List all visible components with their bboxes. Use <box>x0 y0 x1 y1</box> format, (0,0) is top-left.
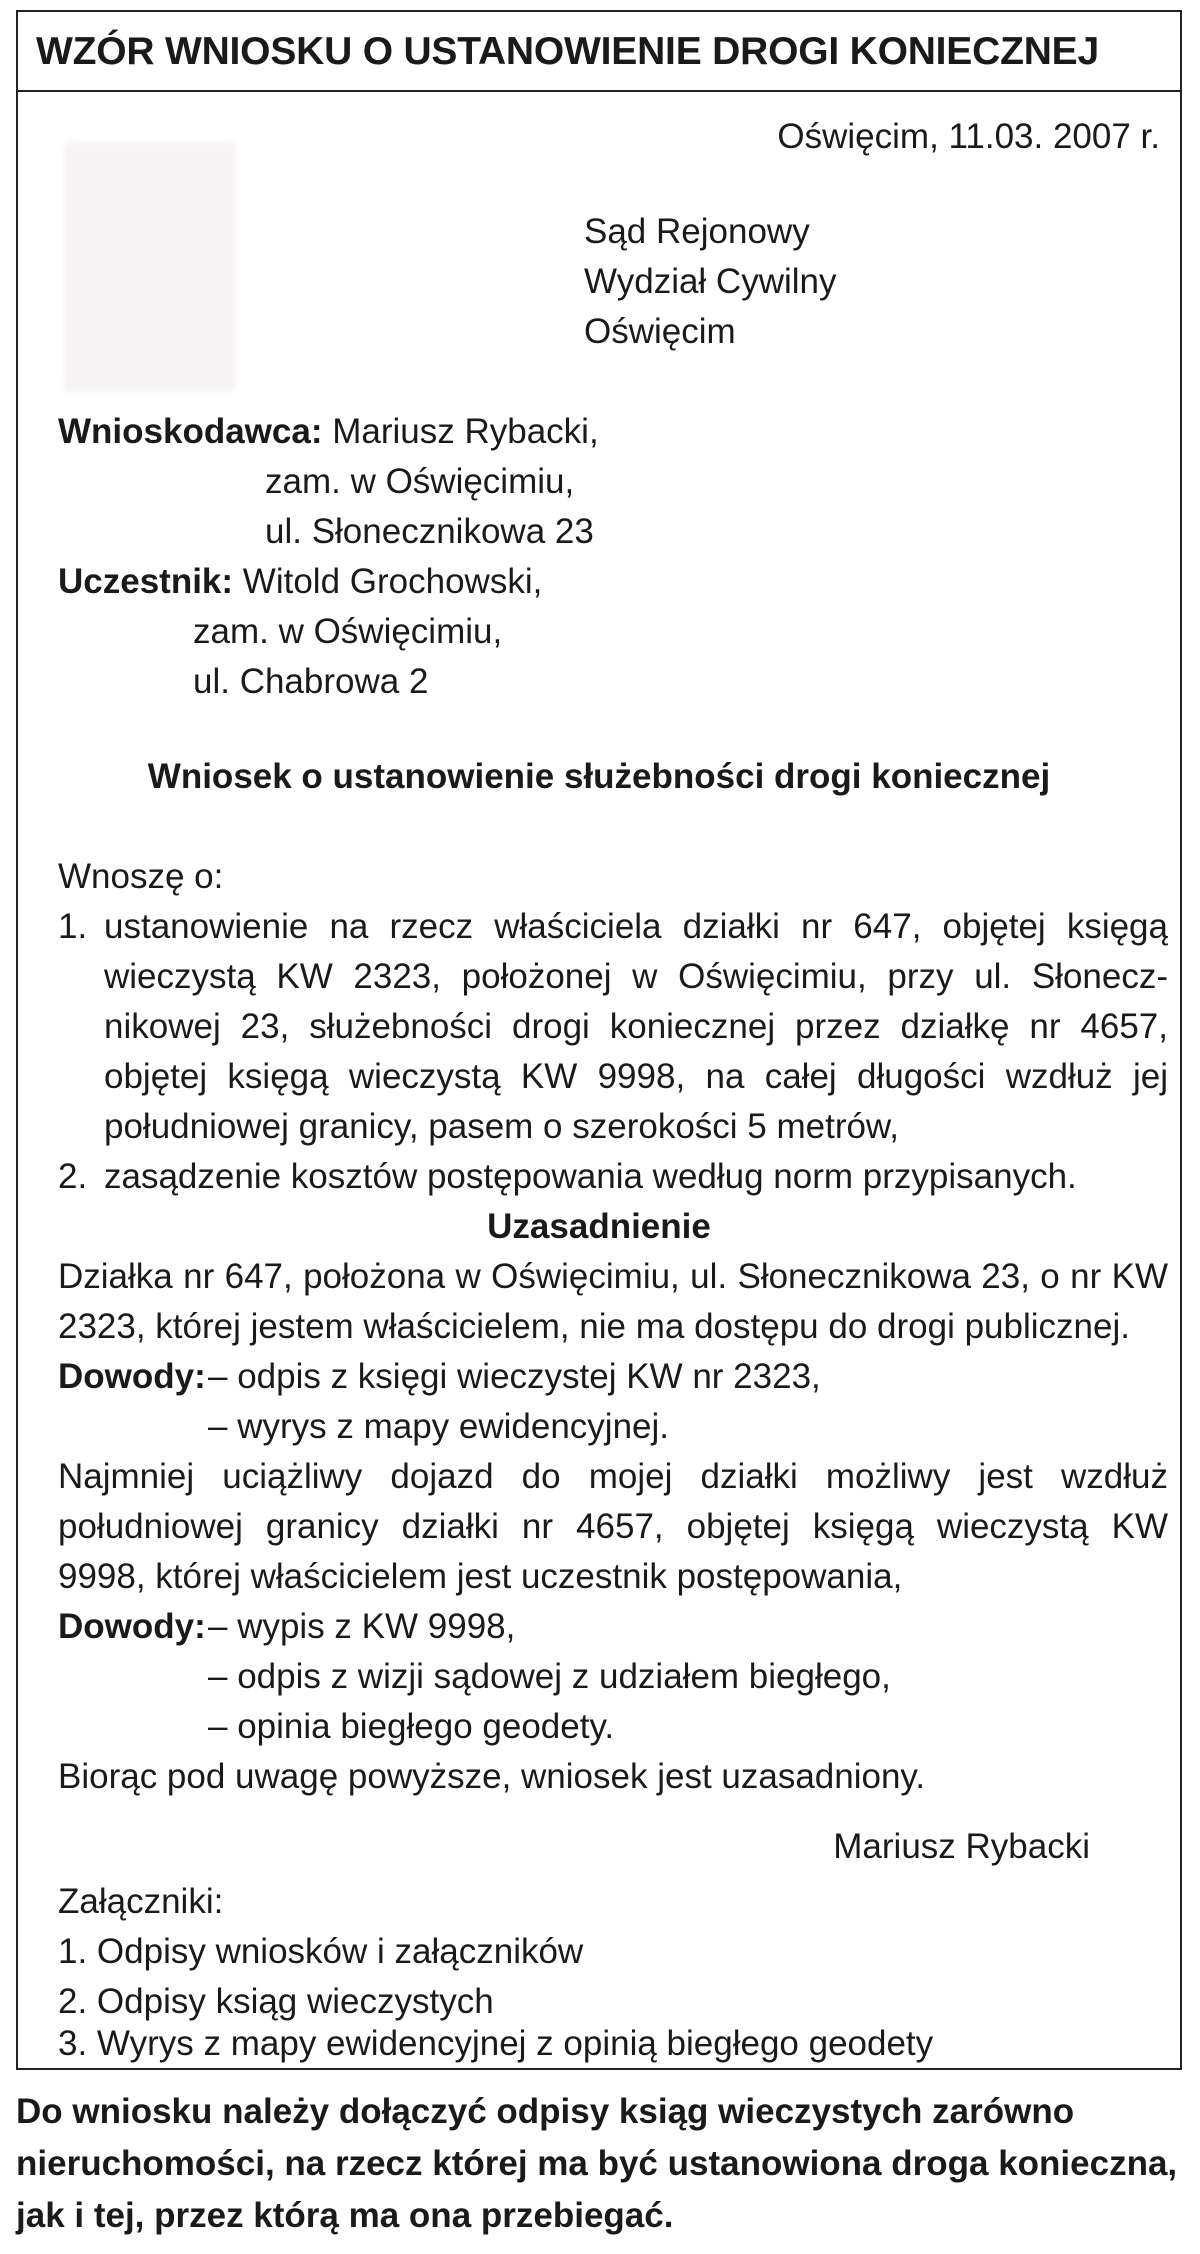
request-line: objętej księgą wieczystą KW 9998, na całej długości wzdłuż jej <box>104 1057 1168 1096</box>
participant-name: Witold Grochowski, <box>242 562 543 601</box>
request-intro: Wnoszę o: <box>58 857 224 896</box>
applicant-label: Wnioskodawca: <box>58 412 323 451</box>
participant-address2: ul. Chabrowa 2 <box>193 662 429 701</box>
paragraph-line: 9998, której właścicielem jest uczestnik postępowania, <box>58 1557 903 1596</box>
applicant-line <box>58 407 599 457</box>
footer-line: nieruchomości, na rzecz której ma być ustanowiona droga konieczna, <box>16 2144 1178 2183</box>
request-line: ustanowienie na rzecz właściciela działki nr 647, objętej księgą <box>104 907 1168 946</box>
applicant-address1: zam. w Oświęcimiu, <box>265 462 575 501</box>
request-number: 2. <box>58 1157 88 1196</box>
evidence-item: – wyrys z mapy ewidencyjnej. <box>208 1407 669 1446</box>
request-item <box>58 1152 1168 1202</box>
signature: Mariusz Rybacki <box>833 1827 1090 1866</box>
participant-line <box>58 557 542 607</box>
paragraph-line: 2323, której jestem właścicielem, nie ma dostępu do drogi publicznej. <box>58 1307 1130 1346</box>
request-item <box>58 902 1168 1152</box>
participant-address1: zam. w Oświęcimiu, <box>193 612 503 651</box>
document-title: Wniosek o ustanowienie służebności drogi koniecznej <box>147 757 1051 796</box>
evidence-item: – opinia biegłego geodety. <box>208 1707 615 1746</box>
court-name: Sąd Rejonowy <box>584 212 810 251</box>
applicant-name: Mariusz Rybacki, <box>332 412 599 451</box>
applicant-address2: ul. Słonecznikowa 23 <box>265 512 594 551</box>
justification-paragraph <box>58 1252 1168 1352</box>
conclusion: Biorąc pod uwagę powyższe, wniosek jest uzasadniony. <box>58 1757 926 1796</box>
request-text <box>104 1152 1168 1202</box>
justification-title: Uzasadnienie <box>487 1207 711 1246</box>
evidence-label: Dowody: <box>58 1607 206 1646</box>
request-number: 1. <box>58 907 88 946</box>
redacted-stamp <box>64 142 236 392</box>
court-city: Oświęcim <box>584 312 736 351</box>
paragraph-line: południowej granicy działki nr 4657, objętej księgą wieczystą KW <box>58 1507 1168 1546</box>
footer-line: Do wniosku należy dołączyć odpisy ksiąg wieczystych zarówno <box>16 2092 1075 2131</box>
request-line: południowej granicy, pasem o szerokości 5 metrów, <box>104 1107 900 1146</box>
paragraph-line: Działka nr 647, położona w Oświęcimiu, ul. Słonecznikowa 23, o nr KW <box>58 1257 1168 1296</box>
justification-paragraph <box>58 1452 1168 1602</box>
request-line: wieczystą KW 2323, położonej w Oświęcimiu, przy ul. Słonecz- <box>104 957 1168 996</box>
paragraph-line: Najmniej uciążliwy dojazd do mojej działki możliwy jest wzdłuż <box>58 1457 1168 1496</box>
request-line: zasądzenie kosztów postępowania według norm przypisanych. <box>104 1157 1077 1196</box>
footer-note <box>16 2070 1182 2242</box>
attachment-item: 1. Odpisy wniosków i załączników <box>58 1932 584 1971</box>
document-heading: WZÓR WNIOSKU O USTANOWIENIE DROGI KONIECZNEJ <box>18 12 1180 92</box>
evidence-item: – wypis z KW 9998, <box>208 1607 516 1646</box>
attachments-label: Załączniki: <box>58 1882 224 1921</box>
request-line: nikowej 23, służebności drogi koniecznej przez działkę nr 4657, <box>104 1007 1168 1046</box>
evidence-label: Dowody: <box>58 1357 206 1396</box>
evidence-item: – odpis z wizji sądowej z udziałem biegłego, <box>208 1657 891 1696</box>
attachment-item: 2. Odpisy ksiąg wieczystych <box>58 1982 494 2021</box>
date-line: Oświęcim, 11.03. 2007 r. <box>777 117 1160 156</box>
request-text <box>104 902 1168 1152</box>
footer-line: jak i tej, przez którą ma ona przebiegać. <box>16 2196 674 2235</box>
court-division: Wydział Cywilny <box>584 262 837 301</box>
participant-label: Uczestnik: <box>58 562 234 601</box>
attachment-item: 3. Wyrys z mapy ewidencyjnej z opinią biegłego geodety <box>58 2024 934 2063</box>
document-frame <box>16 10 1182 2070</box>
evidence-item: – odpis z księgi wieczystej KW nr 2323, <box>208 1357 821 1396</box>
court-address <box>584 207 837 357</box>
